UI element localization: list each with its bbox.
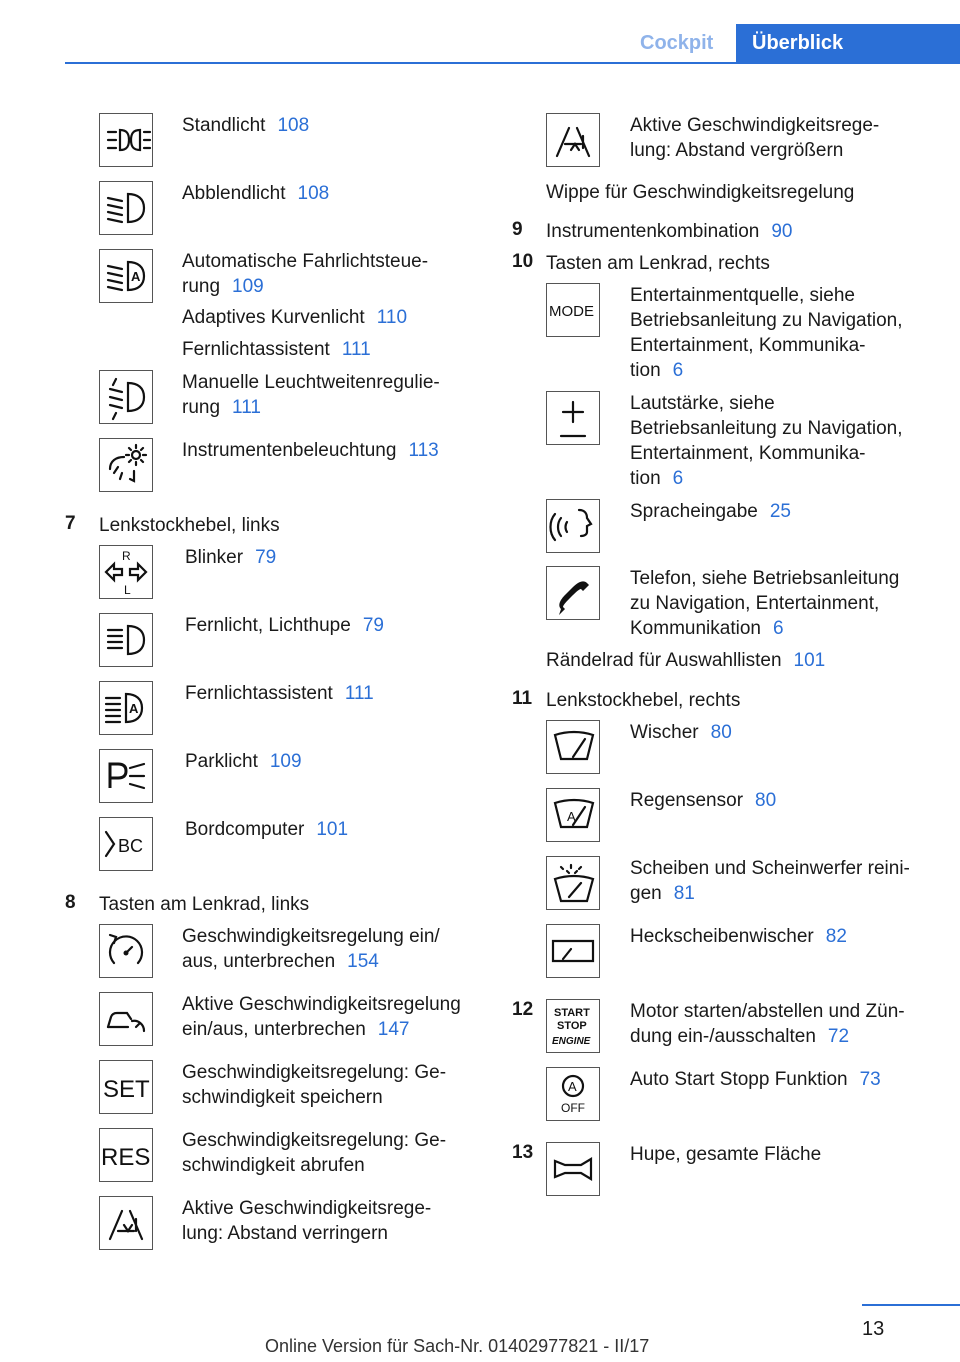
entry-text: [630, 788, 930, 813]
page-reference-link[interactable]: 6: [672, 468, 684, 489]
entry-text: [630, 1142, 930, 1167]
page-reference-link[interactable]: 111: [344, 683, 374, 704]
entry-text: [182, 181, 482, 206]
entry-line: [182, 1153, 482, 1178]
entry-label: Instrumentenbeleuchtung: [182, 440, 397, 461]
parking-light-icon: [99, 113, 153, 167]
svg-text:MODE: MODE: [549, 303, 594, 320]
page-number: 13: [862, 1318, 885, 1340]
entry-text: [630, 566, 930, 641]
entry-label: rung: [182, 276, 221, 297]
svg-text:SET: SET: [103, 1076, 150, 1103]
active-cruise-icon: [99, 992, 153, 1046]
entry-text: [182, 370, 482, 420]
entry-label: ein/aus, unterbrechen: [182, 1019, 366, 1040]
voice-input-icon: [546, 499, 600, 553]
section-number: 9: [512, 219, 523, 240]
entry-text: [630, 924, 930, 949]
section-10-title: [546, 251, 770, 276]
header-bar: [65, 24, 960, 64]
entry-line: [630, 999, 930, 1024]
entry-line: [182, 1060, 482, 1085]
entry-text: [630, 1067, 930, 1092]
section-8-title-label: Tasten am Lenkrad, links: [99, 894, 310, 915]
lever-left-item: [185, 545, 276, 570]
entry-line: [182, 113, 482, 138]
mode-icon: [546, 283, 600, 337]
entry-label: Kommunikation: [630, 618, 761, 639]
instrument-lighting-icon: [99, 438, 153, 492]
page-reference-link[interactable]: 154: [347, 951, 379, 972]
entry-label: Entertainment, Kommunika-: [630, 443, 866, 464]
lever-left-item-label: Bordcomputer: [185, 819, 305, 840]
footer-divider: [862, 1304, 960, 1306]
entry-label: Telefon, siehe Betriebsanleitung: [630, 568, 900, 589]
onboard-computer-icon: [99, 817, 153, 871]
entry-line: [630, 924, 930, 949]
entry-label: Aktive Geschwindigkeitsregelung: [182, 994, 461, 1015]
entry-text: [182, 924, 482, 974]
svg-text:RES: RES: [101, 1144, 151, 1171]
entry-line: [630, 499, 930, 524]
entry-line: [630, 441, 930, 466]
entry-text: [182, 249, 482, 299]
entry-line: [182, 249, 482, 274]
entry-text: [182, 1060, 482, 1110]
entry-label: schwindigkeit speichern: [182, 1087, 383, 1108]
lever-left-item-label: Fernlicht, Lichthupe: [185, 615, 351, 636]
res-icon: [99, 1128, 153, 1182]
entry-line: [630, 283, 930, 308]
lever-left-item-label: Blinker: [185, 547, 244, 568]
entry-label: schwindigkeit abrufen: [182, 1155, 365, 1176]
entry-line: [630, 308, 930, 333]
entry-text: [182, 1196, 482, 1246]
thumbwheel: [546, 648, 825, 673]
high-beam-assistant: [182, 337, 371, 362]
entry-label: Motor starten/abstellen und Zün-: [630, 1001, 905, 1022]
adaptive-curve-light: [182, 305, 407, 330]
entry-text: [630, 113, 930, 163]
svg-text:R: R: [122, 549, 131, 563]
page-reference-link[interactable]: 108: [297, 183, 330, 204]
entry-line: [630, 1024, 930, 1049]
entry-line: [182, 274, 482, 299]
entry-line: [182, 992, 482, 1017]
auto-start-stop-icon: [546, 1067, 600, 1121]
section-7-title-label: Lenkstockhebel, links: [99, 515, 280, 536]
page-reference-link[interactable]: 82: [825, 926, 847, 947]
entry-line: [182, 1196, 482, 1221]
turn-signal-icon: [99, 545, 153, 599]
footer-text: Online Version für Sach-Nr. 01402977821 - II/17: [265, 1336, 650, 1356]
entry-line: [182, 1085, 482, 1110]
entry-label: Scheiben und Scheinwerfer reini-: [630, 858, 910, 879]
section-11-title: [546, 688, 740, 713]
entry-label: Standlicht: [182, 115, 266, 136]
entry-label: Wischer: [630, 722, 699, 743]
entry-text: [630, 720, 930, 745]
entry-label: Heckscheibenwischer: [630, 926, 814, 947]
entry-text: [182, 113, 482, 138]
entry-label: Manuelle Leuchtweitenregulie-: [182, 372, 440, 393]
page-reference-link[interactable]: 101: [316, 819, 349, 840]
distance-increase-icon: [546, 113, 600, 167]
page-reference-link[interactable]: 90: [771, 221, 793, 242]
distance-decrease-icon: [99, 1196, 153, 1250]
entry-line: [630, 881, 930, 906]
page-reference-link[interactable]: 81: [673, 883, 695, 904]
lever-left-item-label: Fernlichtassistent: [185, 683, 333, 704]
page-reference-link[interactable]: 101: [793, 650, 826, 671]
cruise-control-icon: [99, 924, 153, 978]
rocker-switch: [546, 180, 854, 205]
low-beam-icon: [99, 181, 153, 235]
entry-line: [182, 949, 482, 974]
section-8-title: [99, 892, 309, 917]
entry-text: [182, 438, 482, 463]
section-9-title-label: Instrumentenkombination: [546, 221, 760, 242]
entry-text: [630, 999, 930, 1049]
washer-icon: [546, 856, 600, 910]
page-reference-link[interactable]: 80: [755, 790, 777, 811]
entry-label: dung ein-/ausschalten: [630, 1026, 816, 1047]
entry-label: lung: Abstand vergrößern: [630, 140, 844, 161]
entry-label: Geschwindigkeitsregelung ein/: [182, 926, 440, 947]
wiper-icon: [546, 720, 600, 774]
entry-line: [182, 924, 482, 949]
adaptive-curve-light-label: Adaptives Kurvenlicht: [182, 307, 365, 328]
entry-line: [630, 1067, 930, 1092]
entry-line: [182, 395, 482, 420]
entry-label: tion: [630, 360, 661, 381]
entry-line: [182, 1221, 482, 1246]
entry-line: [182, 370, 482, 395]
entry-text: [630, 283, 930, 383]
entry-label: Entertainment, Kommunika-: [630, 335, 866, 356]
entry-line: [630, 616, 930, 641]
page-reference-link[interactable]: 6: [672, 360, 684, 381]
entry-label: gen: [630, 883, 662, 904]
entry-label: Betriebsanleitung zu Navigation,: [630, 418, 903, 439]
entry-line: [630, 788, 930, 813]
svg-text:A: A: [567, 809, 576, 824]
section-number: 7: [65, 513, 76, 534]
svg-text:ENGINE: ENGINE: [552, 1036, 591, 1047]
section-number: 12: [512, 999, 534, 1020]
svg-text:A: A: [131, 269, 141, 284]
entry-label: Lautstärke, siehe: [630, 393, 775, 414]
phone-icon: [546, 566, 600, 620]
entry-label: Abblendlicht: [182, 183, 286, 204]
horn-icon: [546, 1142, 600, 1196]
entry-line: [630, 566, 930, 591]
lever-left-item: [185, 613, 384, 638]
set-icon: [99, 1060, 153, 1114]
thumbwheel-label: Rändelrad für Auswahllisten: [546, 650, 782, 671]
entry-text: [630, 856, 930, 906]
entry-line: [630, 113, 930, 138]
entry-line: [630, 358, 930, 383]
entry-label: Regensensor: [630, 790, 744, 811]
page-reference-link[interactable]: 147: [377, 1019, 410, 1040]
entry-label: aus, unterbrechen: [182, 951, 336, 972]
entry-label: zu Navigation, Entertainment,: [630, 593, 880, 614]
start-stop-icon: [546, 999, 600, 1053]
section-number: 11: [512, 688, 533, 709]
section-number: 13: [512, 1142, 534, 1163]
page-reference-link[interactable]: 108: [277, 115, 310, 136]
page-reference-link[interactable]: 25: [769, 501, 791, 522]
entry-line: [630, 138, 930, 163]
page-reference-link[interactable]: 80: [710, 722, 732, 743]
entry-label: Automatische Fahrlichtsteue-: [182, 251, 429, 272]
svg-text:BC: BC: [118, 836, 144, 856]
entry-label: Auto Start Stopp Funktion: [630, 1069, 848, 1090]
high-beam-icon: [99, 613, 153, 667]
lever-left-item: [185, 749, 302, 774]
entry-line: [182, 181, 482, 206]
svg-text:START: START: [554, 1007, 590, 1019]
lever-left-item: [185, 681, 374, 706]
entry-label: Hupe, gesamte Fläche: [630, 1144, 822, 1165]
entry-text: [630, 391, 930, 491]
rocker-switch-label: Wippe für Geschwindigkeitsregelung: [546, 182, 855, 203]
section-7-title: [99, 513, 280, 538]
entry-line: [182, 1017, 482, 1042]
entry-text: [182, 992, 482, 1042]
page-reference-link[interactable]: 79: [362, 615, 384, 636]
entry-line: [630, 333, 930, 358]
high-beam-assist-icon: [99, 681, 153, 735]
entry-text: [630, 499, 930, 524]
section-9-title: [546, 219, 792, 244]
entry-label: rung: [182, 397, 221, 418]
entry-line: [182, 1128, 482, 1153]
section-number: 10: [512, 251, 534, 272]
entry-label: Entertainmentquelle, siehe: [630, 285, 855, 306]
page-reference-link[interactable]: 73: [859, 1069, 881, 1090]
lever-left-item-label: Parklicht: [185, 751, 258, 772]
entry-label: Spracheingabe: [630, 501, 758, 522]
page-reference-link[interactable]: 111: [232, 397, 261, 418]
entry-label: Geschwindigkeitsregelung: Ge-: [182, 1062, 447, 1083]
entry-line: [630, 591, 930, 616]
high-beam-assistant-label: Fernlichtassistent: [182, 339, 330, 360]
auto-headlight-icon: [99, 249, 153, 303]
page-reference-link[interactable]: 113: [408, 440, 439, 461]
section-number: 8: [65, 892, 76, 913]
entry-label: Geschwindigkeitsregelung: Ge-: [182, 1130, 447, 1151]
svg-text:OFF: OFF: [561, 1101, 585, 1115]
svg-text:A: A: [568, 1079, 577, 1094]
entry-line: [630, 416, 930, 441]
rain-sensor-icon: [546, 788, 600, 842]
page-reference-link[interactable]: 72: [827, 1026, 850, 1047]
svg-text:STOP: STOP: [557, 1020, 587, 1032]
entry-label: Betriebsanleitung zu Navigation,: [630, 310, 903, 331]
entry-line: [630, 720, 930, 745]
page-reference-link[interactable]: 79: [255, 547, 277, 568]
entry-label: Aktive Geschwindigkeitsrege-: [182, 1198, 432, 1219]
parking-lamp-icon: [99, 749, 153, 803]
entry-text: [182, 1128, 482, 1178]
entry-line: [630, 1142, 930, 1167]
page-reference-link[interactable]: 110: [376, 307, 408, 328]
entry-line: [182, 438, 482, 463]
entry-line: [630, 856, 930, 881]
page-reference-link[interactable]: 109: [269, 751, 302, 772]
section-11-title-label: Lenkstockhebel, rechts: [546, 690, 741, 711]
tab-cockpit[interactable]: Cockpit: [640, 32, 714, 54]
headlight-range-icon: [99, 370, 153, 424]
volume-icon: [546, 391, 600, 445]
entry-label: tion: [630, 468, 661, 489]
entry-line: [630, 391, 930, 416]
svg-text:L: L: [124, 583, 131, 597]
rear-wiper-icon: [546, 924, 600, 978]
tab-ueberblick[interactable]: Überblick: [736, 24, 960, 62]
page-reference-link[interactable]: 6: [772, 618, 784, 639]
section-10-title-label: Tasten am Lenkrad, rechts: [546, 253, 770, 274]
entry-line: [630, 466, 930, 491]
svg-text:A: A: [129, 701, 139, 716]
page-reference-link[interactable]: 109: [232, 276, 264, 297]
entry-label: lung: Abstand verringern: [182, 1223, 388, 1244]
entry-label: Aktive Geschwindigkeitsrege-: [630, 115, 880, 136]
lever-left-item: [185, 817, 348, 842]
page-reference-link[interactable]: 111: [341, 339, 371, 360]
